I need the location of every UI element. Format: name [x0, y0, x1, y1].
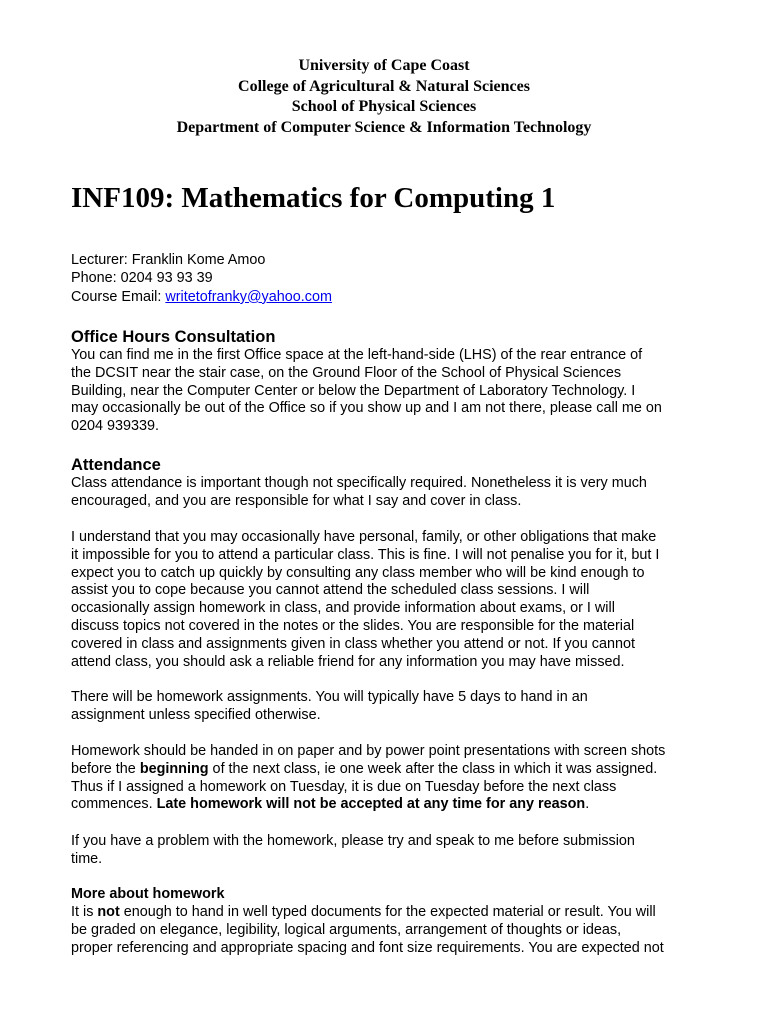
attendance-heading: Attendance — [71, 456, 161, 474]
college-name: College of Agricultural & Natural Sciences — [238, 77, 530, 95]
emphasis-not: not — [97, 904, 120, 920]
emphasis-beginning: beginning — [139, 760, 209, 777]
homework-problem-paragraph: If you have a problem with the homework, please try and speak to me before submission time. — [71, 833, 635, 867]
homework-submission-paragraph: Homework should be handed in on paper and by power point presentations with screen shots before the beginning of the next class, ie one week after the class in which it was assigned. Thus if I assigned a homework on Tuesday, it is due on Tuesday before the next class commences. Late homework will not be accepted at any time for any reason. — [71, 743, 666, 813]
course-title: INF109: Mathematics for Computing 1 — [71, 182, 556, 214]
school-name: School of Physical Sciences — [291, 98, 477, 116]
more-about-homework-heading: More about homework — [71, 886, 225, 902]
lecturer-line: Lecturer: Franklin Kome Amoo — [71, 252, 266, 268]
phone-line: Phone: 0204 93 93 39 — [71, 270, 213, 287]
university-name: University of Cape Coast — [298, 57, 470, 74]
phone-number: 0204 93 93 39 — [120, 270, 213, 287]
lecturer-name: Franklin Kome Amoo — [131, 252, 266, 268]
late-homework-warning: Late homework will not be accepted at any time for any reason — [156, 796, 586, 813]
institution-header — [0, 56, 768, 138]
course-email-link[interactable]: writetofranky@yahoo.com — [165, 288, 332, 305]
attendance-paragraph-2: I understand that you may occasionally have personal, family, or other obligations that make it impossible for you to attend a particular class. This is fine. I will not penalise you for it, but I expect you to catch up quickly by consulting any class member who will be kind enough to assist you to cope because you cannot attend the scheduled class sessions. I will occasionally assign homework in class, and provide information about exams, or I will discuss topics not covered in the notes or the slides. You are responsible for the material covered in class and assignments given in class whether you attend or not. If you cannot attend class, you should ask a reliable friend for any information you may have missed. — [71, 529, 660, 670]
office-hours-heading: Office Hours Consultation — [71, 328, 276, 346]
email-line: Course Email: writetofranky@yahoo.com — [71, 288, 332, 305]
more-about-homework-paragraph: It is not enough to hand in well typed documents for the expected material or result. You will be graded on elegance, legibility, logical arguments, arrangement of thoughts or ideas, proper referencing and appropriate spacing and font size requirements. You are expected not — [71, 904, 664, 956]
homework-intro-paragraph: There will be homework assignments. You will typically have 5 days to hand in an assignment unless specified otherwise. — [71, 689, 588, 723]
attendance-paragraph-1: Class attendance is important though not specifically required. Nonetheless it is very much encouraged, and you are responsible for what I say and cover in class. — [71, 475, 647, 509]
office-hours-paragraph: You can find me in the first Office space at the left-hand-side (LHS) of the rear entrance of the DCSIT near the stair case, on the Ground Floor of the School of Physical Sciences Building, near the Computer Center or below the Department of Laboratory Technology. I may occasionally be out of the Office so if you show up and I am not there, please call me on 0204 939339. — [71, 347, 662, 435]
department-name: Department of Computer Science & Information Technology — [176, 118, 592, 136]
contact-info — [71, 251, 332, 306]
